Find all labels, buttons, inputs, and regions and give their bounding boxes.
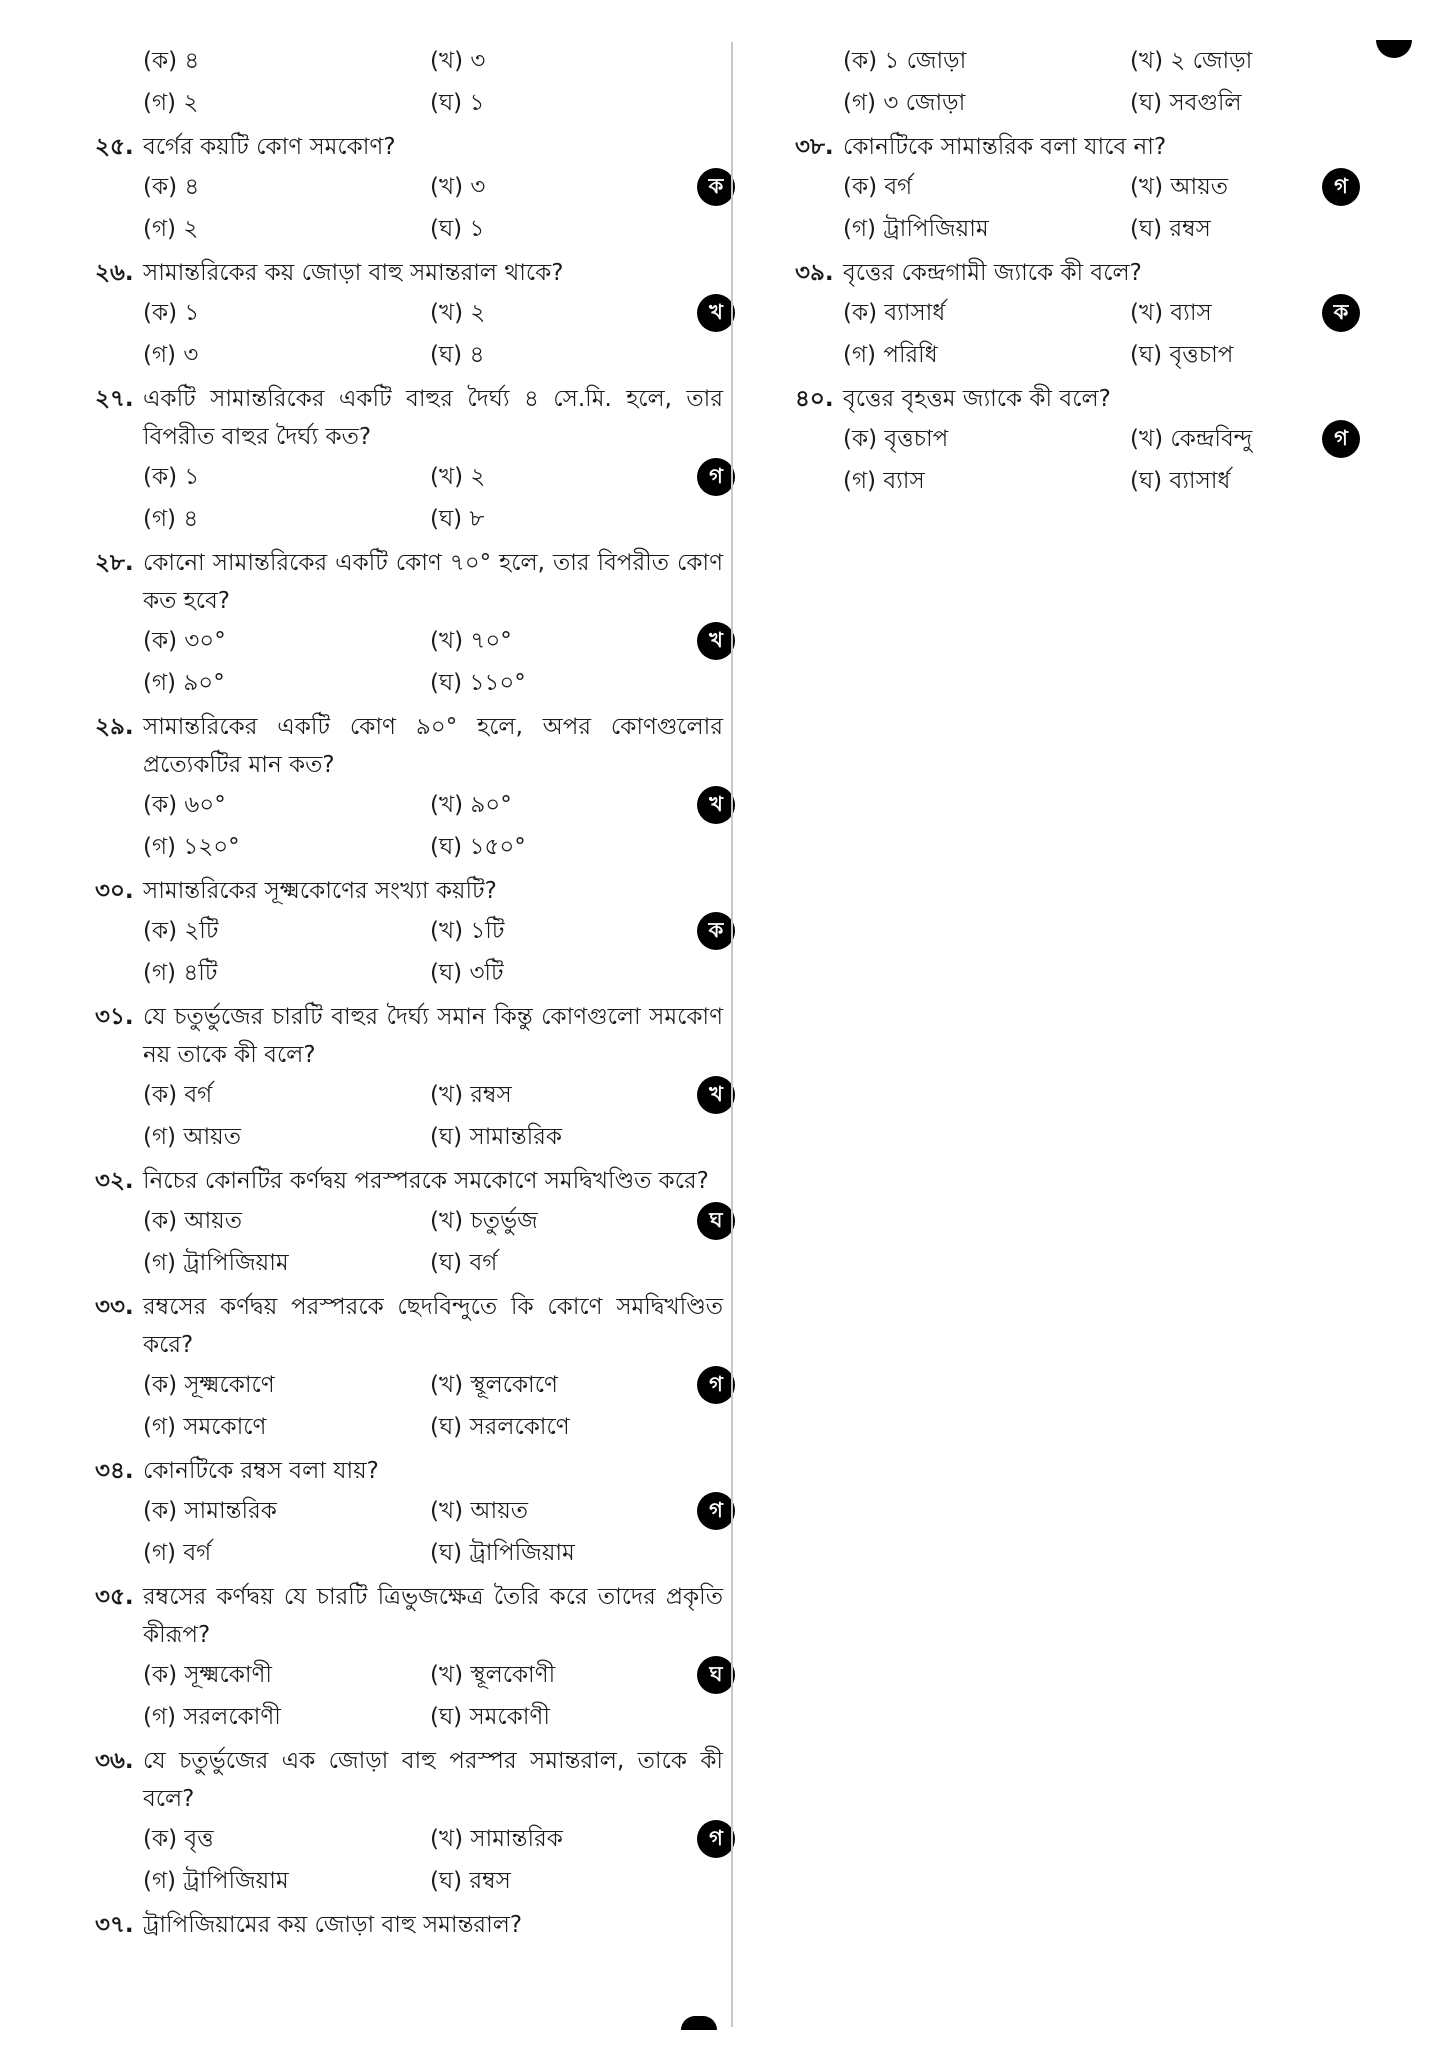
answer-badge: ঘ xyxy=(697,1202,735,1240)
options xyxy=(95,1818,725,1902)
option-gha: (ঘ) ১ xyxy=(430,216,485,242)
option-ga: (গ) ১২০° xyxy=(143,834,240,860)
question-number: ৩৯. xyxy=(795,260,834,286)
option-ka: (ক) ৪ xyxy=(143,48,200,74)
column-divider xyxy=(731,42,733,2027)
option-ka: (ক) বর্গ xyxy=(143,1082,213,1108)
carry-over-options-right xyxy=(795,40,1360,124)
options xyxy=(95,166,725,250)
question-text: একটি সামান্তরিকের একটি বাহুর দৈর্ঘ্য ৪ সে.মি. হলে, তার বিপরীত বাহুর দৈর্ঘ্য কত? xyxy=(143,386,723,450)
answer-badge: খ xyxy=(697,786,735,824)
question-number: ২৮. xyxy=(95,550,134,576)
question-40 xyxy=(795,380,1360,502)
option-gha: (ঘ) ব্যাসার্ধ xyxy=(1130,468,1231,494)
option-ga: (গ) ৪ xyxy=(143,506,199,532)
question-39 xyxy=(795,254,1360,376)
answer-badge: গ xyxy=(697,1492,735,1530)
options xyxy=(95,1200,725,1284)
option-ga: (গ) ৯০° xyxy=(143,670,225,696)
question-36 xyxy=(95,1742,725,1902)
question-text: রম্বসের কর্ণদ্বয় পরস্পরকে ছেদবিন্দুতে কি কোণে সমদ্বিখণ্ডিত করে? xyxy=(143,1294,723,1358)
option-kha: (খ) ৯০° xyxy=(430,792,512,818)
question-number: ২৬. xyxy=(95,260,134,286)
option-kha: (খ) ৩ xyxy=(430,48,486,74)
answer-badge: খ xyxy=(697,622,735,660)
question-38 xyxy=(795,128,1360,250)
option-kha: (খ) ব্যাস xyxy=(1130,300,1212,326)
answer-badge: ক xyxy=(697,168,735,206)
option-gha: (ঘ) ১ xyxy=(430,90,485,116)
option-ga: (গ) ২ xyxy=(143,216,199,242)
option-ka: (ক) ১ xyxy=(143,300,200,326)
option-ga: (গ) বর্গ xyxy=(143,1540,212,1566)
options xyxy=(95,292,725,376)
option-ga: (গ) সরলকোণী xyxy=(143,1704,281,1730)
option-gha: (ঘ) সামান্তরিক xyxy=(430,1124,562,1150)
question-number: ৩৩. xyxy=(95,1294,134,1320)
answer-badge: গ xyxy=(697,1820,735,1858)
question-text: রম্বসের কর্ণদ্বয় যে চারটি ত্রিভুজক্ষেত্র তৈরি করে তাদের প্রকৃতি কীরূপ? xyxy=(143,1584,723,1648)
option-ga: (গ) পরিধি xyxy=(843,342,938,368)
question-number: ২৭. xyxy=(95,386,134,412)
option-kha: (খ) আয়ত xyxy=(1130,174,1228,200)
option-kha: (খ) আয়ত xyxy=(430,1498,528,1524)
options xyxy=(95,1364,725,1448)
option-kha: (খ) ৩ xyxy=(430,174,486,200)
option-kha: (খ) চতুর্ভুজ xyxy=(430,1208,538,1234)
answer-badge: গ xyxy=(1322,168,1360,206)
option-kha: (খ) স্থূলকোণী xyxy=(430,1662,556,1688)
options xyxy=(95,1074,725,1158)
answer-badge: খ xyxy=(697,1076,735,1114)
option-kha: (খ) ৭০° xyxy=(430,628,512,654)
question-35 xyxy=(95,1578,725,1738)
question-text: বৃত্তের বৃহত্তম জ্যাকে কী বলে? xyxy=(843,386,1111,412)
question-text: বর্গের কয়টি কোণ সমকোণ? xyxy=(143,134,396,160)
question-text: নিচের কোনটির কর্ণদ্বয় পরস্পরকে সমকোণে সমদ্বিখণ্ডিত করে? xyxy=(143,1168,709,1194)
option-ka: (ক) সূক্ষ্মকোণে xyxy=(143,1372,275,1398)
question-number: ৩৫. xyxy=(95,1584,134,1610)
answer-badge: ক xyxy=(697,912,735,950)
option-ga: (গ) ট্রাপিজিয়াম xyxy=(143,1250,289,1276)
question-34 xyxy=(95,1452,725,1574)
cropped-badge-bottom xyxy=(681,2016,717,2030)
option-ka: (ক) ২টি xyxy=(143,918,219,944)
question-text: ট্রাপিজিয়ামের কয় জোড়া বাহু সমান্তরাল? xyxy=(143,1912,523,1938)
option-ka: (ক) সামান্তরিক xyxy=(143,1498,277,1524)
option-gha: (ঘ) ৪ xyxy=(430,342,485,368)
answer-badge: খ xyxy=(697,294,735,332)
options xyxy=(95,1490,725,1574)
option-ka: (ক) ১ জোড়া xyxy=(843,48,967,74)
question-30 xyxy=(95,872,725,994)
option-ka: (ক) ৬০° xyxy=(143,792,226,818)
options xyxy=(95,40,725,124)
option-ka: (ক) বৃত্তচাপ xyxy=(843,426,949,452)
question-31 xyxy=(95,998,725,1158)
question-text: যে চতুর্ভুজের এক জোড়া বাহু পরস্পর সমান্তরাল, তাকে কী বলে? xyxy=(143,1748,723,1812)
option-kha: (খ) ২ xyxy=(430,300,486,326)
left-column xyxy=(95,40,725,1948)
question-text: সামান্তরিকের সূক্ষ্মকোণের সংখ্যা কয়টি? xyxy=(143,878,497,904)
question-number: ৪০. xyxy=(795,386,834,412)
option-ga: (গ) সমকোণে xyxy=(143,1414,267,1440)
option-ga: (গ) আয়ত xyxy=(143,1124,241,1150)
question-25 xyxy=(95,128,725,250)
answer-badge: গ xyxy=(697,458,735,496)
option-ka: (ক) বর্গ xyxy=(843,174,913,200)
option-ga: (গ) ট্রাপিজিয়াম xyxy=(143,1868,289,1894)
options xyxy=(795,40,1360,124)
question-number: ৩৮. xyxy=(795,134,834,160)
option-kha: (খ) ২ জোড়া xyxy=(1130,48,1253,74)
question-33 xyxy=(95,1288,725,1448)
options xyxy=(95,1654,725,1738)
option-gha: (ঘ) রম্বস xyxy=(430,1868,511,1894)
question-32 xyxy=(95,1162,725,1284)
question-text: কোনটিকে সামান্তরিক বলা যাবে না? xyxy=(843,134,1167,160)
question-number: ৩৬. xyxy=(95,1748,134,1774)
option-kha: (খ) ২ xyxy=(430,464,486,490)
option-gha: (ঘ) বর্গ xyxy=(430,1250,498,1276)
option-kha: (খ) সামান্তরিক xyxy=(430,1826,563,1852)
carry-over-options-left xyxy=(95,40,725,124)
question-28 xyxy=(95,544,725,704)
option-ka: (ক) আয়ত xyxy=(143,1208,242,1234)
option-gha: (ঘ) বৃত্তচাপ xyxy=(1130,342,1234,368)
option-ga: (গ) ব্যাস xyxy=(843,468,925,494)
options xyxy=(795,166,1360,250)
question-text: যে চতুর্ভুজের চারটি বাহুর দৈর্ঘ্য সমান কিন্তু কোণগুলো সমকোণ নয় তাকে কী বলে? xyxy=(143,1004,723,1068)
question-number: ২৫. xyxy=(95,134,134,160)
answer-badge: গ xyxy=(697,1366,735,1404)
option-gha: (ঘ) ৮ xyxy=(430,506,485,532)
option-gha: (ঘ) রম্বস xyxy=(1130,216,1211,242)
question-29 xyxy=(95,708,725,868)
answer-badge: ঘ xyxy=(697,1656,735,1694)
question-number: ৩৭. xyxy=(95,1912,134,1938)
option-ka: (ক) ৩০° xyxy=(143,628,226,654)
question-number: ৩৪. xyxy=(95,1458,134,1484)
options xyxy=(795,292,1360,376)
question-number: ৩২. xyxy=(95,1168,134,1194)
options xyxy=(95,784,725,868)
option-gha: (ঘ) সমকোণী xyxy=(430,1704,550,1730)
option-kha: (খ) কেন্দ্রবিন্দু xyxy=(1130,426,1253,452)
question-27 xyxy=(95,380,725,540)
option-gha: (ঘ) ১৫০° xyxy=(430,834,526,860)
option-ka: (ক) ১ xyxy=(143,464,200,490)
option-ga: (গ) ট্রাপিজিয়াম xyxy=(843,216,989,242)
question-number: ৩১. xyxy=(95,1004,134,1030)
option-kha: (খ) ১টি xyxy=(430,918,505,944)
question-37 xyxy=(95,1906,725,1944)
answer-badge: ক xyxy=(1322,294,1360,332)
option-gha: (ঘ) ৩টি xyxy=(430,960,504,986)
options xyxy=(95,910,725,994)
option-ka: (ক) ব্যাসার্ধ xyxy=(843,300,946,326)
option-ga: (গ) ৩ জোড়া xyxy=(843,90,966,116)
question-26 xyxy=(95,254,725,376)
option-ga: (গ) ৪টি xyxy=(143,960,218,986)
question-text: সামান্তরিকের একটি কোণ ৯০° হলে, অপর কোণগুলোর প্রত্যেকটির মান কত? xyxy=(143,714,723,778)
right-column xyxy=(795,40,1360,506)
question-text: কোনটিকে রম্বস বলা যায়? xyxy=(143,1458,379,1484)
answer-badge: গ xyxy=(1322,420,1360,458)
option-kha: (খ) রম্বস xyxy=(430,1082,512,1108)
options xyxy=(95,456,725,540)
option-ga: (গ) ৩ xyxy=(143,342,199,368)
question-text: সামান্তরিকের কয় জোড়া বাহু সমান্তরাল থাকে? xyxy=(143,260,564,286)
options xyxy=(795,418,1360,502)
question-number: ২৯. xyxy=(95,714,134,740)
option-ka: (ক) ৪ xyxy=(143,174,200,200)
question-text: কোনো সামান্তরিকের একটি কোণ ৭০° হলে, তার বিপরীত কোণ কত হবে? xyxy=(143,550,723,614)
option-kha: (খ) স্থূলকোণে xyxy=(430,1372,558,1398)
option-gha: (ঘ) সবগুলি xyxy=(1130,90,1242,116)
options xyxy=(95,620,725,704)
option-gha: (ঘ) সরলকোণে xyxy=(430,1414,570,1440)
option-gha: (ঘ) ১১০° xyxy=(430,670,526,696)
question-text: বৃত্তের কেন্দ্রগামী জ্যাকে কী বলে? xyxy=(843,260,1142,286)
option-ka: (ক) সূক্ষ্মকোণী xyxy=(143,1662,273,1688)
question-number: ৩০. xyxy=(95,878,134,904)
option-ga: (গ) ২ xyxy=(143,90,199,116)
option-ka: (ক) বৃত্ত xyxy=(143,1826,214,1852)
option-gha: (ঘ) ট্রাপিজিয়াম xyxy=(430,1540,575,1566)
